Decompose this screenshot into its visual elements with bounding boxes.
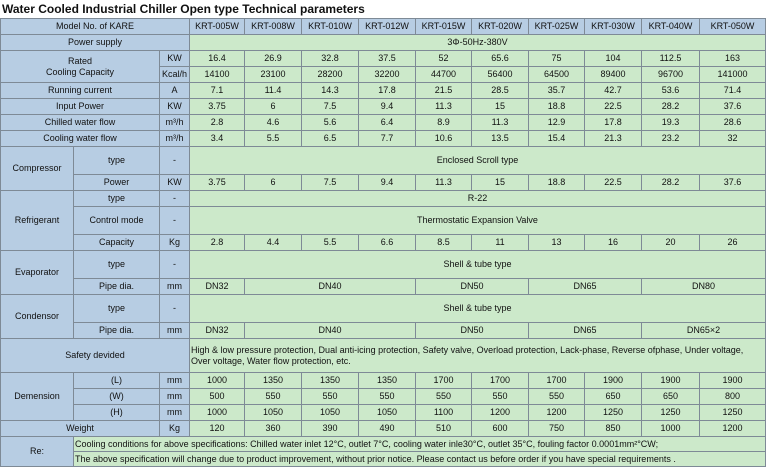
value-cell: 1250 [700, 405, 766, 421]
value-cell: 28200 [302, 67, 359, 83]
unit-cell: - [160, 251, 190, 279]
unit-cell: A [160, 83, 190, 99]
value-cell: 550 [529, 389, 585, 405]
value-cell: 650 [642, 389, 700, 405]
value-cell: 490 [359, 421, 416, 437]
value-cell: 11.4 [245, 83, 302, 99]
value-cell: 3Φ-50Hz-380V [190, 35, 766, 51]
evaporator-pipe-row [1, 279, 766, 295]
dimension-h-row [1, 405, 766, 421]
unit-cell: KW [160, 51, 190, 67]
unit-cell: mm [160, 373, 190, 389]
value-cell: 1200 [472, 405, 529, 421]
unit-cell: KW [160, 175, 190, 191]
value-cell: 1050 [245, 405, 302, 421]
value-cell: 8.5 [416, 235, 472, 251]
value-cell: 96700 [642, 67, 700, 83]
value-cell: 1250 [585, 405, 642, 421]
unit-cell: Kg [160, 421, 190, 437]
value-cell: 112.5 [642, 51, 700, 67]
spec-table-body [1, 19, 766, 467]
model-header: KRT-040W [642, 19, 700, 35]
model-label: Model No. of KARE [1, 19, 190, 35]
value-cell: 16.4 [190, 51, 245, 67]
unit-cell: KW [160, 99, 190, 115]
dimension-l-row [1, 373, 766, 389]
model-header: KRT-008W [245, 19, 302, 35]
value-cell: DN32 [190, 323, 245, 339]
safety-row [1, 339, 766, 373]
value-cell: DN65 [529, 323, 642, 339]
value-cell: DN32 [190, 279, 245, 295]
value-cell: DN80 [642, 279, 766, 295]
row-label: type [74, 251, 160, 279]
spec-row [1, 115, 766, 131]
value-cell: 6 [245, 99, 302, 115]
value-cell: 6.5 [302, 131, 359, 147]
value-cell: 550 [416, 389, 472, 405]
row-label: Power [74, 175, 160, 191]
value-cell: 26.9 [245, 51, 302, 67]
refrigerant-control-row [1, 207, 766, 235]
value-cell: 13 [529, 235, 585, 251]
row-label: (W) [74, 389, 160, 405]
value-cell: 550 [359, 389, 416, 405]
group-label: Refrigerant [1, 191, 74, 251]
row-label: Control mode [74, 207, 160, 235]
value-cell: 750 [529, 421, 585, 437]
value-cell: 1900 [642, 373, 700, 389]
value-cell: 37.5 [359, 51, 416, 67]
spec-table [0, 18, 766, 467]
power-supply-row [1, 35, 766, 51]
value-cell: 3.4 [190, 131, 245, 147]
value-cell: 18.8 [529, 175, 585, 191]
header-row [1, 19, 766, 35]
value-cell: 1350 [245, 373, 302, 389]
value-cell: 17.8 [585, 115, 642, 131]
row-label: Capacity [74, 235, 160, 251]
condensor-pipe-row [1, 323, 766, 339]
row-label: (H) [74, 405, 160, 421]
dimension-w-row [1, 389, 766, 405]
value-cell: 16 [585, 235, 642, 251]
unit-cell: mm [160, 389, 190, 405]
compressor-power-row [1, 175, 766, 191]
value-cell: 1350 [302, 373, 359, 389]
value-cell: 5.6 [302, 115, 359, 131]
value-cell: 2.8 [190, 115, 245, 131]
value-cell: 4.4 [245, 235, 302, 251]
value-cell: 1250 [642, 405, 700, 421]
value-cell: DN50 [416, 279, 529, 295]
value-cell: 1000 [190, 373, 245, 389]
row-label: Weight [1, 421, 160, 437]
unit-cell: m³/h [160, 115, 190, 131]
value-cell: 1000 [190, 405, 245, 421]
remarks-line: Cooling conditions for above specifications: Chilled water inlet 12°C, outlet 7°C, cooling water inle30°C, outlet 35°C, fouling factor 0.0001mm²°CW; [74, 437, 766, 452]
value-cell: 35.7 [529, 83, 585, 99]
value-cell: 19.3 [642, 115, 700, 131]
row-label: type [74, 191, 160, 207]
row-label: type [74, 147, 160, 175]
value-cell: 6 [245, 175, 302, 191]
row-label: Rated Cooling Capacity [1, 51, 160, 83]
value-cell: 1200 [529, 405, 585, 421]
value-cell: 550 [472, 389, 529, 405]
value-cell: 89400 [585, 67, 642, 83]
spec-row [1, 99, 766, 115]
model-header: KRT-015W [416, 19, 472, 35]
value-cell: 500 [190, 389, 245, 405]
unit-cell: mm [160, 405, 190, 421]
value-cell: 550 [302, 389, 359, 405]
unit-cell: m³/h [160, 131, 190, 147]
value-cell: 3.75 [190, 175, 245, 191]
unit-cell: - [160, 191, 190, 207]
value-cell: 4.6 [245, 115, 302, 131]
value-cell: DN65 [529, 279, 642, 295]
value-cell: 1700 [529, 373, 585, 389]
value-cell: 163 [700, 51, 766, 67]
value-cell: 15 [472, 175, 529, 191]
value-cell: 650 [585, 389, 642, 405]
value-cell: 1900 [700, 373, 766, 389]
value-cell: 5.5 [245, 131, 302, 147]
value-cell: 104 [585, 51, 642, 67]
value-cell: 11.3 [416, 175, 472, 191]
value-cell: 18.8 [529, 99, 585, 115]
value-cell: 1050 [359, 405, 416, 421]
refrigerant-capacity-row [1, 235, 766, 251]
value-cell: 1700 [472, 373, 529, 389]
value-cell: 28.5 [472, 83, 529, 99]
value-cell: DN65×2 [642, 323, 766, 339]
value-cell: 7.5 [302, 99, 359, 115]
row-label: Safety devided [1, 339, 190, 373]
value-cell: 17.8 [359, 83, 416, 99]
unit-cell: - [160, 147, 190, 175]
value-cell: 28.6 [700, 115, 766, 131]
row-label: Pipe dia. [74, 279, 160, 295]
value-cell: 800 [700, 389, 766, 405]
value-cell: 56400 [472, 67, 529, 83]
condensor-type-row [1, 295, 766, 323]
value-cell: 11.3 [472, 115, 529, 131]
value-cell: 15 [472, 99, 529, 115]
value-cell: 53.6 [642, 83, 700, 99]
value-cell: 21.3 [585, 131, 642, 147]
value-cell: DN50 [416, 323, 529, 339]
value-cell: 120 [190, 421, 245, 437]
refrigerant-type-row [1, 191, 766, 207]
value-cell: Enclosed Scroll type [190, 147, 766, 175]
value-cell: 360 [245, 421, 302, 437]
value-cell: 23100 [245, 67, 302, 83]
value-cell: 13.5 [472, 131, 529, 147]
model-header: KRT-025W [529, 19, 585, 35]
value-cell: 7.5 [302, 175, 359, 191]
value-cell: 5.5 [302, 235, 359, 251]
value-cell: DN40 [245, 279, 416, 295]
value-cell: 8.9 [416, 115, 472, 131]
value-cell: 11.3 [416, 99, 472, 115]
value-cell: 37.6 [700, 99, 766, 115]
model-header: KRT-020W [472, 19, 529, 35]
value-cell: 32.8 [302, 51, 359, 67]
value-cell: 26 [700, 235, 766, 251]
value-cell: 510 [416, 421, 472, 437]
value-cell: 65.6 [472, 51, 529, 67]
page-title: Water Cooled Industrial Chiller Open type Technical parameters [2, 2, 365, 16]
row-label: Cooling water flow [1, 131, 160, 147]
weight-row [1, 421, 766, 437]
model-header: KRT-005W [190, 19, 245, 35]
value-cell: 64500 [529, 67, 585, 83]
spec-row [1, 83, 766, 99]
value-cell: DN40 [245, 323, 416, 339]
value-cell: 15.4 [529, 131, 585, 147]
row-label: Input Power [1, 99, 160, 115]
value-cell: 75 [529, 51, 585, 67]
row-label: (L) [74, 373, 160, 389]
value-cell: 28.2 [642, 175, 700, 191]
remarks-label: Re: [1, 437, 74, 467]
value-cell: 9.4 [359, 175, 416, 191]
value-cell: 22.5 [585, 175, 642, 191]
group-label: Compressor [1, 147, 74, 191]
remarks-row-2 [1, 452, 766, 467]
value-cell: 141000 [700, 67, 766, 83]
value-cell: 52 [416, 51, 472, 67]
row-label: Running current [1, 83, 160, 99]
cooling-capacity-kw-row [1, 51, 766, 67]
value-cell: 600 [472, 421, 529, 437]
unit-cell: Kcal/h [160, 67, 190, 83]
model-header: KRT-030W [585, 19, 642, 35]
unit-cell: mm [160, 323, 190, 339]
remarks-line: The above specification will change due to product improvement, without prior notice. Please contact us before order if you have special requirements . [74, 452, 766, 467]
value-cell: 14.3 [302, 83, 359, 99]
model-header: KRT-012W [359, 19, 416, 35]
value-cell: 14100 [190, 67, 245, 83]
value-cell: 71.4 [700, 83, 766, 99]
value-cell: 42.7 [585, 83, 642, 99]
evaporator-type-row [1, 251, 766, 279]
value-cell: 28.2 [642, 99, 700, 115]
value-cell: 12.9 [529, 115, 585, 131]
value-cell: 11 [472, 235, 529, 251]
model-header: KRT-050W [700, 19, 766, 35]
value-cell: 550 [245, 389, 302, 405]
row-label: Pipe dia. [74, 323, 160, 339]
value-cell: 1050 [302, 405, 359, 421]
value-cell: 1350 [359, 373, 416, 389]
row-label: Power supply [1, 35, 190, 51]
group-label: Condensor [1, 295, 74, 339]
value-cell: 44700 [416, 67, 472, 83]
row-label: type [74, 295, 160, 323]
unit-cell: - [160, 295, 190, 323]
remarks-row-1 [1, 437, 766, 452]
row-label: Chilled water flow [1, 115, 160, 131]
value-cell: 6.4 [359, 115, 416, 131]
value-cell: 2.8 [190, 235, 245, 251]
unit-cell: - [160, 207, 190, 235]
value-cell: 32 [700, 131, 766, 147]
value-cell: 22.5 [585, 99, 642, 115]
value-cell: 20 [642, 235, 700, 251]
value-cell: 1700 [416, 373, 472, 389]
compressor-type-row [1, 147, 766, 175]
value-cell: 23.2 [642, 131, 700, 147]
value-cell: 21.5 [416, 83, 472, 99]
model-header: KRT-010W [302, 19, 359, 35]
group-label: Evaporator [1, 251, 74, 295]
value-cell: 1100 [416, 405, 472, 421]
value-cell: Shell & tube type [190, 251, 766, 279]
value-cell: 10.6 [416, 131, 472, 147]
value-cell: 3.75 [190, 99, 245, 115]
unit-cell: mm [160, 279, 190, 295]
group-label: Demension [1, 373, 74, 421]
value-cell: 7.7 [359, 131, 416, 147]
value-cell: 1900 [585, 373, 642, 389]
value-cell: 9.4 [359, 99, 416, 115]
value-cell: 37.6 [700, 175, 766, 191]
value-cell: Thermostatic Expansion Valve [190, 207, 766, 235]
value-cell: 7.1 [190, 83, 245, 99]
value-cell: 6.6 [359, 235, 416, 251]
value-cell: 390 [302, 421, 359, 437]
value-cell: 1200 [700, 421, 766, 437]
value-cell: 850 [585, 421, 642, 437]
value-cell: 1000 [642, 421, 700, 437]
unit-cell: Kg [160, 235, 190, 251]
value-cell: R-22 [190, 191, 766, 207]
value-cell: Shell & tube type [190, 295, 766, 323]
spec-row [1, 131, 766, 147]
value-cell: 32200 [359, 67, 416, 83]
value-cell: High & low pressure protection, Dual anti-icing protection, Safety valve, Overload protection, Lack-phase, Reverse ofphase, Under voltage, Over voltage, Water flow protection, etc. [190, 339, 766, 373]
